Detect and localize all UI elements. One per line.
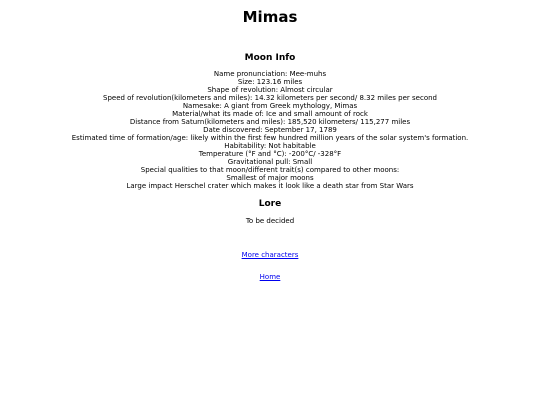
info-line-smallest: Smallest of major moons	[226, 174, 314, 182]
info-line-pronunciation: Name pronunciation: Mee-muhs	[213, 70, 327, 78]
moon-info-heading: Moon Info	[244, 53, 296, 63]
info-line-crater: Large impact Herschel crater which makes it look like a death star from Star Wars	[126, 182, 414, 190]
moon-info-list	[0, 70, 540, 190]
page-title: Mimas	[242, 8, 298, 26]
info-line-shape: Shape of revolution: Almost circular	[207, 86, 333, 94]
info-line-namesake: Namesake: A giant from Greek mythology, Mimas	[182, 102, 358, 110]
info-line-habitability: Habitability: Not habitable	[224, 142, 316, 150]
info-line-material: Material/what its made of: Ice and small amount of rock	[172, 110, 368, 118]
info-line-discovered: Date discovered: September 17, 1789	[203, 126, 337, 134]
lore-heading: Lore	[258, 199, 282, 209]
info-line-gravity: Gravitational pull: Small	[227, 158, 313, 166]
info-line-special-qualities: Special qualities to that moon/different trait(s) compared to other moons:	[140, 166, 400, 174]
more-characters-link[interactable]: More characters	[241, 251, 299, 259]
info-line-distance: Distance from Saturn(kilometers and miles): 185,520 kilometers/ 115,277 miles	[129, 118, 411, 126]
lore-text: To be decided	[245, 217, 295, 225]
info-line-formation: Estimated time of formation/age: likely within the first few hundred million years of the solar system's formation.	[71, 134, 469, 142]
info-line-speed: Speed of revolution(kilometers and miles): 14.32 kilometers per second/ 8.32 miles per second	[103, 94, 437, 102]
home-link[interactable]: Home	[259, 273, 281, 281]
info-line-size: Size: 123.16 miles	[237, 78, 303, 86]
info-line-temperature: Temperature (°F and °C): -200°C/ -328°F	[198, 150, 342, 158]
